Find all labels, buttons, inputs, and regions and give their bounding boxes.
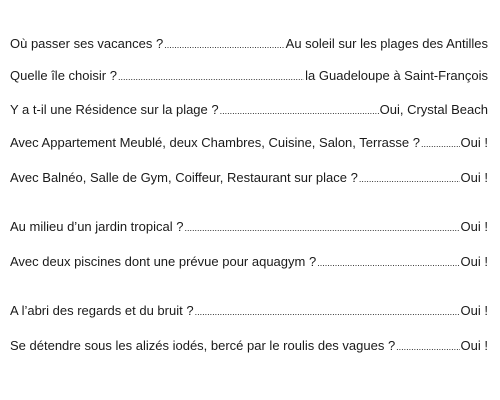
dot-leader bbox=[396, 337, 459, 357]
qa-line bbox=[10, 100, 488, 120]
question-text: Où passer ses vacances ? bbox=[10, 36, 164, 51]
dot-leader bbox=[118, 67, 304, 87]
qa-line bbox=[10, 66, 488, 86]
dot-leader bbox=[220, 101, 379, 121]
question-text: Avec Appartement Meublé, deux Chambres, Cuisine, Salon, Terrasse ? bbox=[10, 135, 420, 150]
qa-line bbox=[10, 133, 488, 153]
question-text: Quelle île choisir ? bbox=[10, 68, 117, 83]
question-text: Se détendre sous les alizés iodés, bercé par le roulis des vagues ? bbox=[10, 338, 396, 353]
qa-line bbox=[10, 252, 488, 272]
answer-text: la Guadeloupe à Saint-François bbox=[305, 68, 488, 83]
question-text: Avec Balnéo, Salle de Gym, Coiffeur, Restaurant sur place ? bbox=[10, 170, 358, 185]
dot-leader bbox=[317, 253, 459, 273]
qa-line bbox=[10, 336, 488, 356]
dot-leader bbox=[184, 218, 459, 238]
answer-text: Oui, Crystal Beach bbox=[379, 102, 488, 117]
question-text: Y a t-il une Résidence sur la plage ? bbox=[10, 102, 219, 117]
qa-line bbox=[10, 168, 488, 188]
dot-leader bbox=[421, 134, 460, 154]
questionnaire-document bbox=[10, 0, 488, 400]
answer-text: Au soleil sur les plages des Antilles bbox=[285, 36, 488, 51]
answer-text: Oui ! bbox=[460, 170, 488, 185]
answer-text: Oui ! bbox=[460, 303, 488, 318]
answer-text: Oui ! bbox=[460, 338, 488, 353]
qa-line bbox=[10, 34, 488, 54]
answer-text: Oui ! bbox=[460, 219, 488, 234]
question-text: A l’abri des regards et du bruit ? bbox=[10, 303, 194, 318]
dot-leader bbox=[164, 35, 284, 55]
answer-text: Oui ! bbox=[460, 254, 488, 269]
question-text: Avec deux piscines dont une prévue pour aquagym ? bbox=[10, 254, 317, 269]
question-text: Au milieu d’un jardin tropical ? bbox=[10, 219, 184, 234]
answer-text: Oui ! bbox=[460, 135, 488, 150]
qa-line bbox=[10, 301, 488, 321]
dot-leader bbox=[195, 302, 460, 322]
qa-line bbox=[10, 217, 488, 237]
dot-leader bbox=[359, 169, 460, 189]
